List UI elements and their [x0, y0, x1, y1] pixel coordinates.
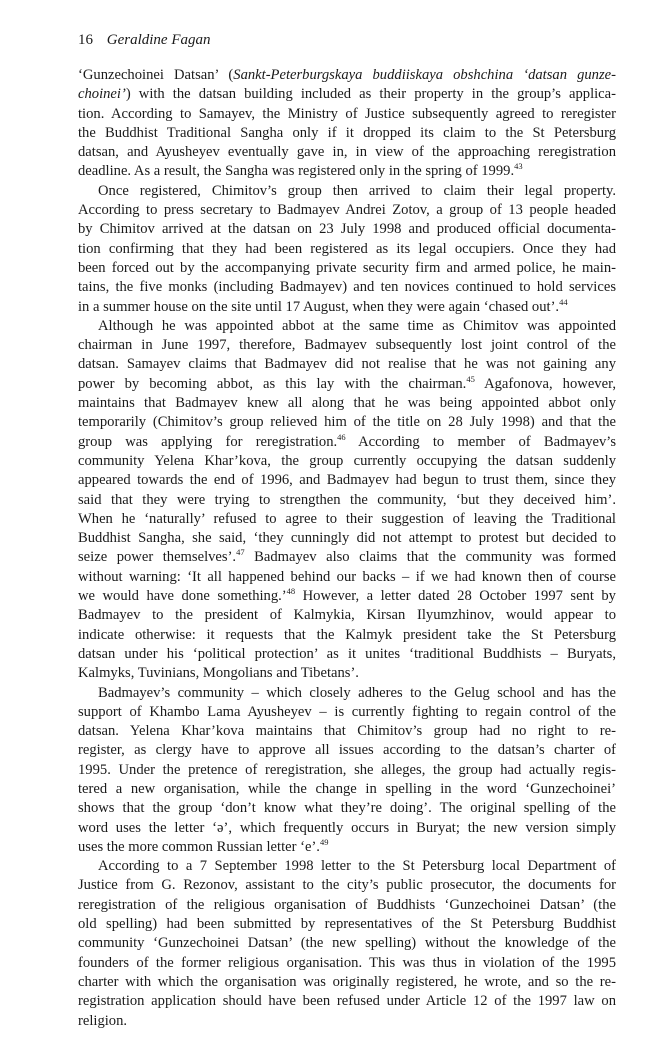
text-line: in a summer house on the site until 17 August, when they were again ‘chased out’.$^{44}$ [78, 296, 568, 315]
text-line: old spelling) had been submitted by representatives of the St Petersburg Buddhist [78, 916, 616, 933]
running-header [78, 30, 210, 50]
text-line: said that they were trying to strengthen the community, ‘but they deceived him’. [78, 491, 616, 508]
paragraph [78, 182, 616, 317]
text-line: maintains that Badmayev knew all along that he was being appointed abbot only [78, 395, 616, 412]
running-title: Geraldine Fagan [106, 32, 211, 48]
text-line: Badmayev to the president of Kalmykia, Kirsan Ilyumzhinov, would appear to [78, 607, 616, 624]
text-line: tion confirming that they had been registered as its legal occupiers. Once they had [78, 240, 616, 257]
text-line: word uses the letter ‘ə’, which frequently occurs in Buryat; the new version simply [78, 819, 616, 836]
text-line: religion. [78, 1012, 128, 1029]
text-line: appeared towards the end of 1996, and Badmayev had begun to trust them, since they [78, 472, 616, 489]
text-line: Badmayev’s community – which closely adheres to the Gelug school and has the [98, 684, 616, 701]
body-text [78, 66, 616, 1031]
text-line: datsan. Samayev claims that Badmayev did not realise that he was not gaining any [78, 356, 616, 373]
text-line: Kalmyks, Tuvinians, Mongolians and Tibetans’. [78, 665, 359, 682]
text-line: founders of the former religious organisation. This was thus in violation of the 1995 [78, 954, 616, 971]
text-line: power by becoming abbot, as this lay with the chairman.$^{45}$ Agafonova, however, [78, 373, 616, 392]
text-line: ‘Gunzechoinei Datsan’ (Sankt-Peterburgskaya buddiiskaya obshchina ‘datsan gunze- [78, 67, 616, 83]
text-line: been forced out by the accompanying private security firm and armed police, he main- [78, 259, 616, 276]
paragraph [78, 684, 616, 858]
page-number: 16 [78, 32, 93, 48]
text-line: reregistration of the religious organisation of Buddhists ‘Gunzechoinei Datsan’ (the [78, 896, 616, 913]
text-line: charter with which the organisation was originally registered, he wrote, and so the re- [78, 973, 616, 990]
text-line: registration application should have been refused under Article 12 of the 1997 law on [78, 993, 616, 1010]
text-line: Justice from G. Rezonov, assistant to the city’s public prosecutor, the documents for [78, 877, 616, 894]
text-line: Although he was appointed abbot at the same time as Chimitov was appointed [98, 317, 616, 334]
text-line: Buddhist Sangha, she said, ‘they cunningly did not attempt to protest but decided to [78, 530, 616, 547]
text-line: by Chimitov arrived at the datsan on 23 July 1998 and produced official documenta- [78, 221, 616, 238]
text-line: datsan under his ‘political protection’ as it unites ‘traditional Buddhists – Buryats, [78, 645, 616, 662]
text-line: uses the more common Russian letter ‘e’.$^{49}$ [78, 837, 329, 855]
text-line: register, as clergy have to approve all issues according to the datsan’s charter of [78, 742, 616, 759]
text-line: community ‘Gunzechoinei Datsan’ (the new spelling) without the knowledge of the [78, 935, 616, 952]
text-line: group was applying for reregistration.$^{46}$ According to member of Badmayev’s [78, 431, 617, 450]
paragraph [78, 66, 616, 182]
text-line: choinei’) with the datsan building included as their property in the group’s applica- [78, 86, 616, 103]
text-line: datsan. Yelena Khar’kova maintains that Chimitov’s group had no right to re- [78, 723, 616, 740]
text-line: datsan, and Ayusheyev eventually gave in, in view of the approaching reregistration [78, 144, 616, 161]
text-line: chairman in June 1997, therefore, Badmayev subsequently lost joint control of the [78, 337, 616, 354]
text-line: Once registered, Chimitov’s group then arrived to claim their legal property. [98, 182, 616, 199]
text-line: seize power themselves’.$^{47}$ Badmayev also claims that the community was formed [78, 547, 616, 566]
text-line: deadline. As a result, the Sangha was registered only in the spring of 1999.43 [78, 161, 523, 180]
text-line: without warning: ‘It all happened behind our backs – if we had known then of course [78, 568, 616, 585]
text-line: According to a 7 September 1998 letter to the St Petersburg local Department of [98, 858, 616, 875]
text-line: tered a new organisation, while the change in spelling in the word ‘Gunzechoinei’ [78, 780, 616, 797]
text-line: temporarily (Chimitov’s group relieved him of the title on 28 July 1998) and that the [78, 414, 616, 431]
text-line: shows that the group ‘don’t know what they’re doing’. The original spelling of the [78, 800, 616, 817]
text-line: 1995. Under the pretence of reregistration, she alleges, the group had actually regis- [78, 761, 616, 778]
text-line: the Buddhist Traditional Sangha only if it dropped its claim to the St Petersburg [78, 124, 616, 141]
text-line: tion. According to Samayev, the Ministry of Justice subsequently agreed to reregister [78, 105, 616, 122]
text-line: tains, the five monks (including Badmayev) and ten novices continued to hold services [78, 279, 616, 296]
text-line: indicate otherwise: it requests that the Kalmyk president take the St Petersburg [78, 626, 616, 643]
text-line: support of Khambo Lama Ayusheyev – is currently fighting to regain control of the [78, 703, 616, 720]
text-line: When he ‘naturally’ refused to agree to their suggestion of leaving the Traditional [78, 510, 616, 527]
text-line: community Yelena Khar’kova, the group currently occupying the datsan suddenly [78, 452, 616, 469]
text-line: According to press secretary to Badmayev Andrei Zotov, a group of 13 people headed [78, 202, 616, 219]
text-line: we would have done something.’$^{48}$ However, a letter dated 28 October 1997 sent by [78, 586, 616, 605]
paragraph [78, 857, 616, 1031]
paragraph [78, 317, 616, 684]
